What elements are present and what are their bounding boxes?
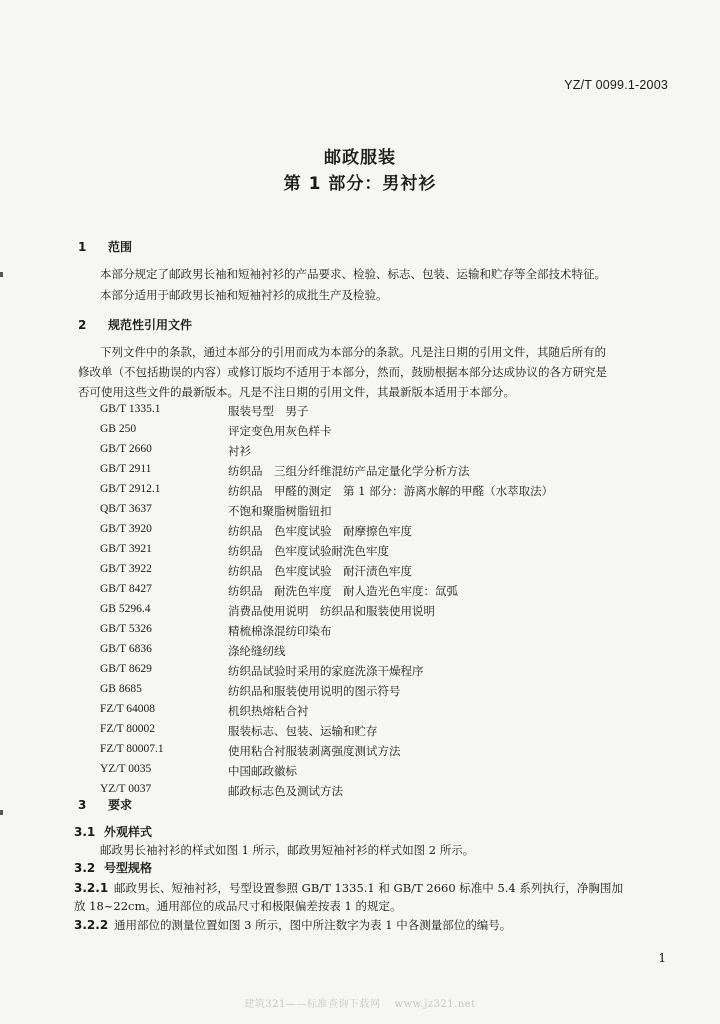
paragraph: 邮政男长袖衬衫的样式如图 1 所示，邮政男短袖衬衫的样式如图 2 所示。 — [100, 843, 475, 857]
reference-code: FZ/T 80002 — [100, 723, 156, 735]
watermark-text: 建筑321——标准查询下载网 www.jz321.net — [244, 999, 476, 1010]
paragraph-line: 放 18~22cm。通用部位的成品尺寸和极限偏差按表 1 的规定。 — [74, 899, 402, 913]
reference-title: 服装标志、包装、运输和贮存 — [228, 724, 378, 738]
reference-title: 纺织品 耐洗色牢度 耐人造光色牢度：氙弧 — [228, 584, 458, 598]
subsection-3-1-heading — [74, 823, 152, 840]
section-number: 2 — [78, 318, 87, 332]
reference-title: 消费品使用说明 纺织品和服装使用说明 — [228, 604, 435, 618]
reference-title: 不饱和聚脂树脂钮扣 — [228, 504, 332, 518]
paragraph-line: 否可使用这些文件的最新版本。凡是不注日期的引用文件，其最新版本适用于本部分。 — [78, 385, 515, 399]
section-number: 1 — [78, 240, 87, 254]
clause-text: 通用部位的测量位置如图 3 所示，图中所注数字为表 1 中各测量部位的编号。 — [114, 918, 512, 932]
reference-code: GB/T 8629 — [100, 663, 152, 675]
reference-title: 使用粘合衬服装剥离强度测试方法 — [228, 744, 401, 758]
reference-code: GB 8685 — [100, 683, 142, 695]
paragraph-line: 修改单（不包括勘误的内容）或修订版均不适用于本部分，然而，鼓励根据本部分达成协议的各方研究是 — [78, 365, 607, 379]
reference-code: FZ/T 80007.1 — [100, 743, 164, 755]
clause-text: 邮政男长、短袖衬衫，号型设置参照 GB/T 1335.1 和 GB/T 2660 标准中 5.4 系列执行，净胸围加 — [114, 881, 623, 895]
section-number: 3 — [78, 798, 87, 812]
subsection-title: 号型规格 — [104, 861, 153, 875]
reference-title: 纺织品 色牢度试验耐洗色牢度 — [228, 544, 389, 558]
paragraph: 本部分适用于邮政男长袖和短袖衬衫的成批生产及检验。 — [100, 288, 388, 302]
section-1-heading — [78, 238, 132, 255]
reference-code: FZ/T 64008 — [100, 703, 156, 715]
reference-code: GB/T 1335.1 — [100, 403, 161, 415]
reference-title: 纺织品和服装使用说明的图示符号 — [228, 684, 401, 698]
reference-title: 纺织品 色牢度试验 耐摩擦色牢度 — [228, 524, 412, 538]
reference-title: 中国邮政徽标 — [228, 764, 297, 778]
subsection-number: 3.2 — [74, 861, 96, 875]
reference-code: GB/T 2911 — [100, 463, 152, 475]
section-3-heading — [78, 796, 132, 813]
reference-code: GB/T 8427 — [100, 583, 152, 595]
subsection-3-2-heading — [74, 859, 152, 876]
subsection-number: 3.1 — [74, 825, 96, 839]
paragraph: 本部分规定了邮政男长袖和短袖衬衫的产品要求、检验、标志、包装、运输和贮存等全部技术特征。 — [100, 267, 606, 281]
reference-code: QB/T 3637 — [100, 503, 152, 515]
reference-code: YZ/T 0035 — [100, 763, 152, 775]
section-2-heading — [78, 316, 192, 333]
paragraph-line: 下列文件中的条款，通过本部分的引用而成为本部分的条款。凡是注日期的引用文件，其随后所有的 — [100, 345, 606, 359]
reference-title: 评定变色用灰色样卡 — [228, 424, 332, 438]
clause-number: 3.2.2 — [74, 918, 109, 932]
page-number: 1 — [658, 951, 666, 965]
reference-code: GB/T 3922 — [100, 563, 152, 575]
subsection-title: 外观样式 — [104, 825, 153, 839]
reference-code: GB/T 3921 — [100, 543, 152, 555]
standard-number: YZ/T 0099.1-2003 — [564, 78, 668, 92]
reference-title: 纺织品 甲醛的测定 第 1 部分：游离水解的甲醛（水萃取法） — [228, 484, 554, 498]
reference-code: GB/T 2660 — [100, 443, 152, 455]
reference-code: GB/T 2912.1 — [100, 483, 161, 495]
reference-title: 服装号型 男子 — [228, 404, 309, 418]
clause-3-2-2 — [74, 915, 511, 935]
reference-code: GB 5296.4 — [100, 603, 151, 615]
scan-mark — [0, 810, 3, 815]
reference-code: YZ/T 0037 — [100, 783, 152, 795]
section-title: 要求 — [108, 798, 133, 812]
section-title: 范围 — [108, 240, 133, 254]
reference-title: 涤纶缝纫线 — [228, 644, 286, 658]
reference-title: 衬衫 — [228, 444, 251, 458]
reference-code: GB/T 5326 — [100, 623, 152, 635]
clause-number: 3.2.1 — [74, 881, 109, 895]
scan-mark — [0, 272, 3, 277]
clause-3-2-1 — [74, 878, 623, 898]
reference-title: 纺织品试验时采用的家庭洗涤干燥程序 — [228, 664, 424, 678]
reference-title: 精梳棉涤混纺印染布 — [228, 624, 332, 638]
reference-code: GB/T 6836 — [100, 643, 152, 655]
reference-code: GB 250 — [100, 423, 137, 435]
reference-title: 纺织品 色牢度试验 耐汗渍色牢度 — [228, 564, 412, 578]
reference-title: 机织热熔粘合衬 — [228, 704, 309, 718]
section-title: 规范性引用文件 — [108, 318, 193, 332]
reference-code: GB/T 3920 — [100, 523, 152, 535]
document-title: 邮政服装 — [324, 148, 396, 168]
document-subtitle: 第 1 部分：男衬衫 — [283, 174, 437, 194]
reference-title: 邮政标志色及测试方法 — [228, 784, 343, 798]
reference-title: 纺织品 三组分纤维混纺产品定量化学分析方法 — [228, 464, 470, 478]
